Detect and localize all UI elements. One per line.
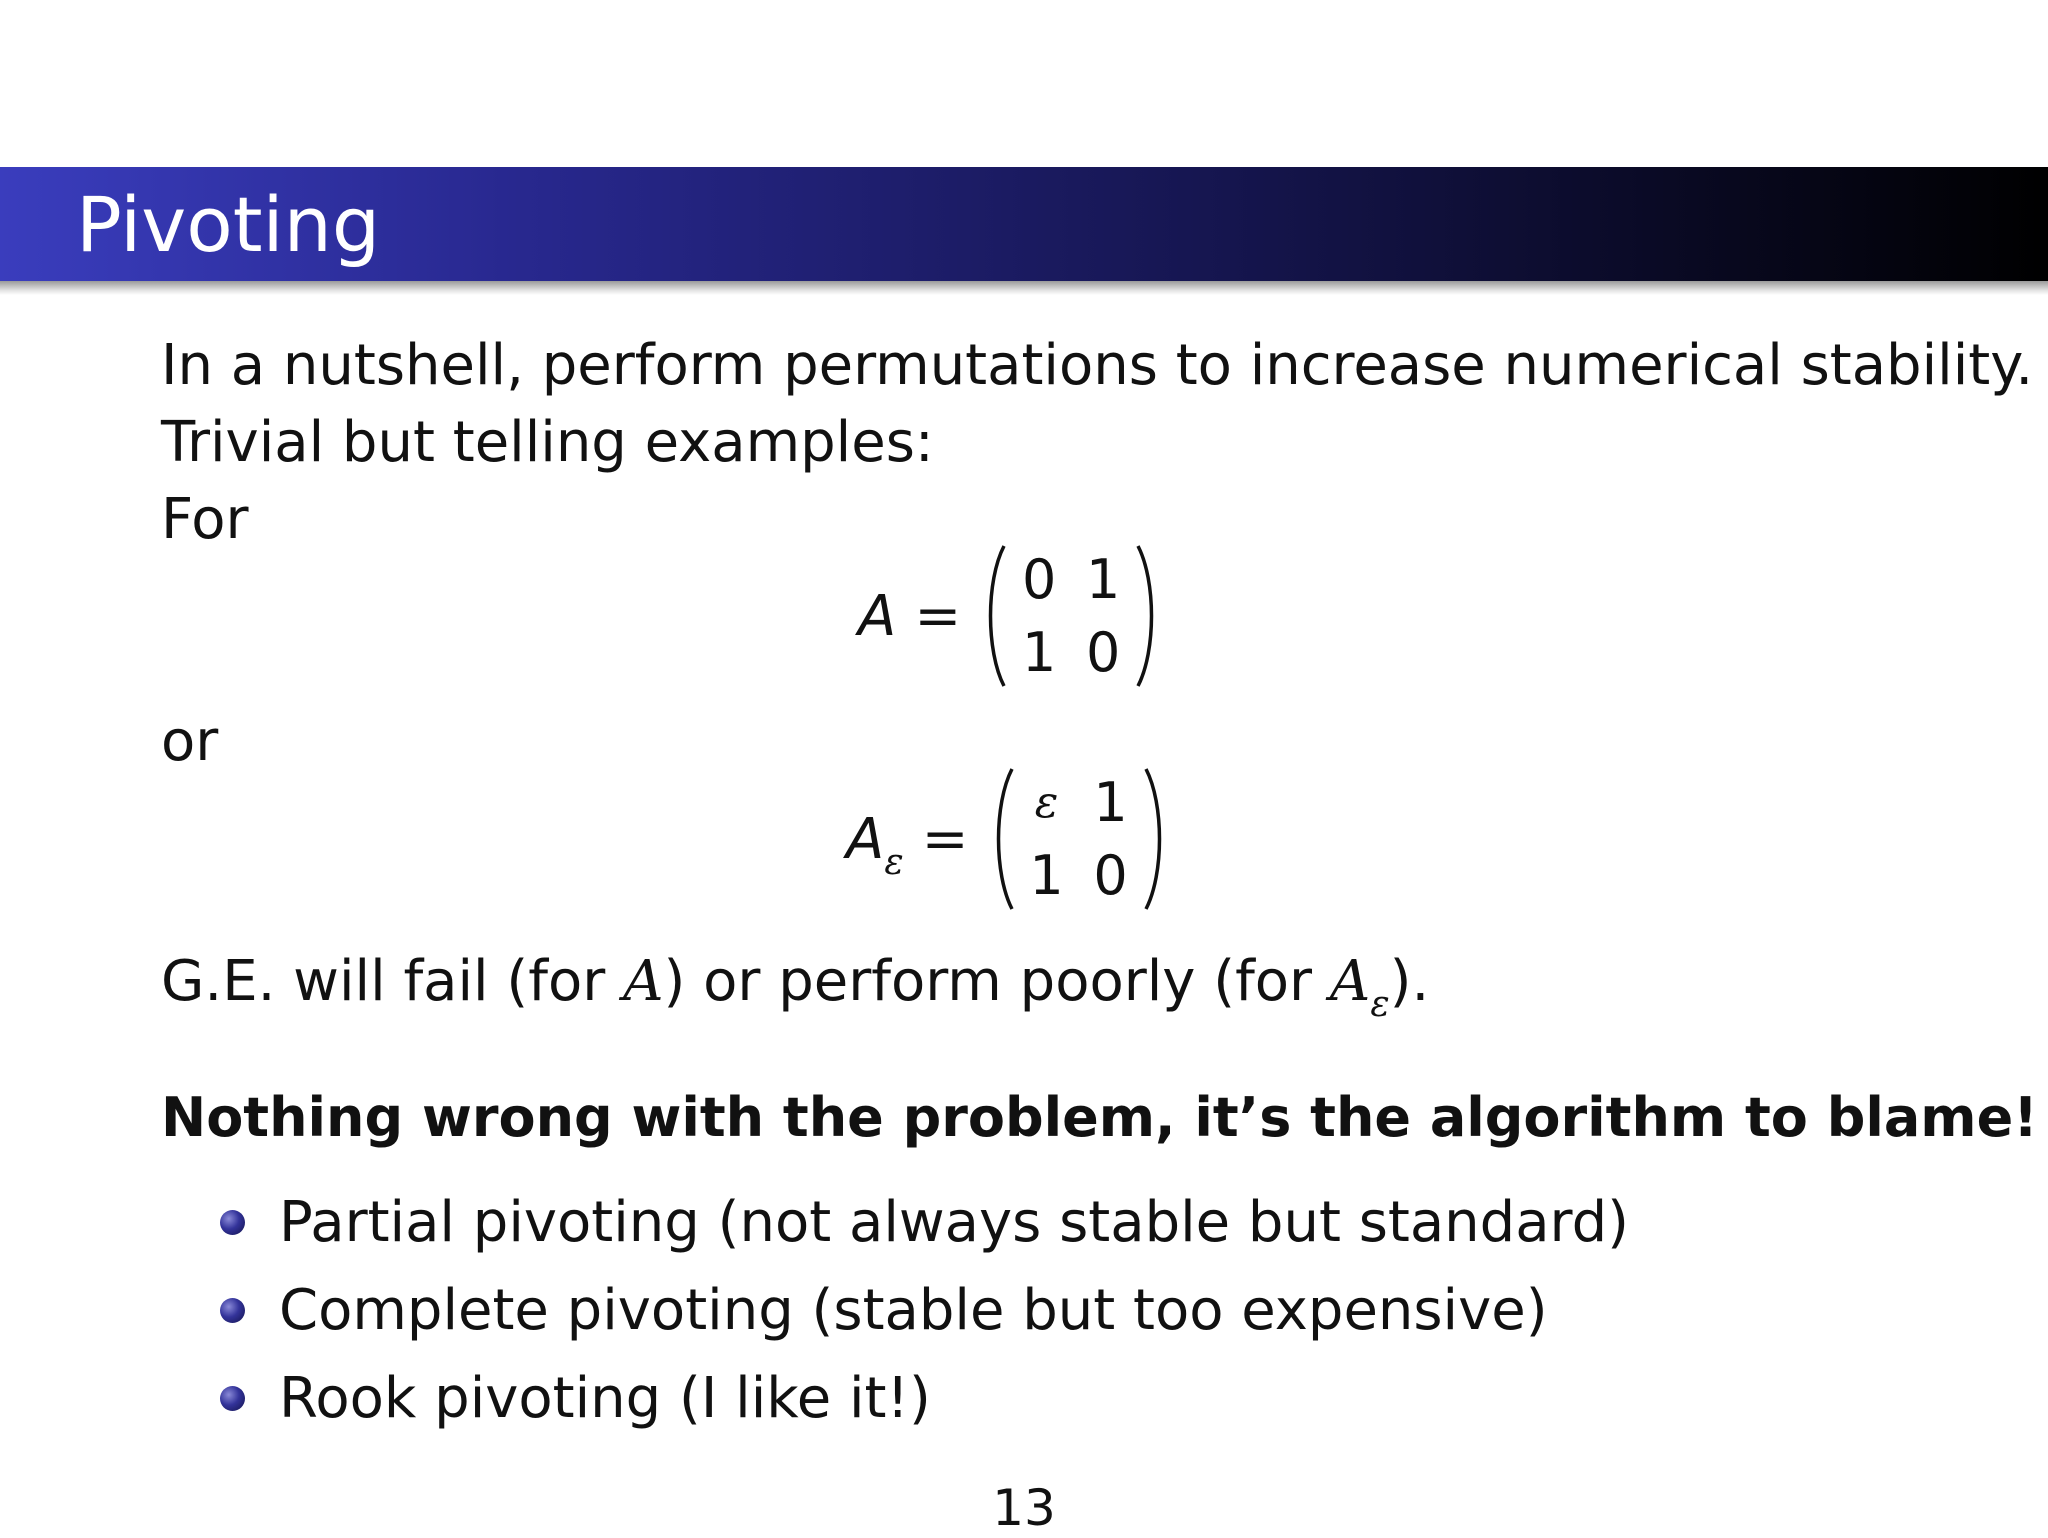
left-paren (991, 766, 1015, 912)
list-item (220, 1354, 1629, 1442)
matrix-a-grid (1007, 543, 1135, 689)
matrix-a-eps-lhs-letter: A (846, 806, 885, 872)
matrix-a-cell: 1 (1086, 548, 1121, 611)
matrix-a-eps-lhs-sub: ε (884, 841, 904, 883)
ge-sentence-sub: ε (1370, 984, 1390, 1025)
ge-sentence-part1: G.E. will fail (for (161, 949, 624, 1014)
matrix-a-cell: 0 (1086, 621, 1121, 684)
ge-sentence-part2: ) or perform poorly (for (663, 949, 1330, 1014)
ge-sentence-part3: ). (1389, 949, 1430, 1014)
list-item-text: Complete pivoting (stable but too expensive) (279, 1277, 1548, 1343)
left-paren (983, 543, 1007, 689)
matrix-a-cell: 0 (1022, 548, 1057, 611)
for-label: For (161, 487, 249, 552)
intro-line-2: Trivial but telling examples: (161, 410, 934, 475)
matrix-a-equation (858, 543, 1159, 689)
ge-sentence-var-a2: A (1329, 949, 1371, 1014)
bullet-list (220, 1178, 1629, 1442)
matrix-a-eps-cell: 1 (1029, 844, 1064, 907)
matrix-a-eps-cell: ε (1034, 777, 1059, 828)
ge-sentence (161, 946, 1429, 1025)
slide-title: Pivoting (76, 180, 381, 269)
matrix-a-eps-equals: = (921, 806, 969, 872)
list-item (220, 1178, 1629, 1266)
emphasis-statement: Nothing wrong with the problem, it’s the algorithm to blame! (161, 1086, 2038, 1149)
list-item-text: Rook pivoting (I like it!) (279, 1365, 931, 1431)
matrix-a-eps-lhs (846, 806, 904, 883)
list-item-text: Partial pivoting (not always stable but standard) (279, 1189, 1629, 1255)
bullet-dot-icon (220, 1298, 245, 1323)
matrix-a-eps-equation (846, 766, 1167, 912)
page-number: 13 (992, 1479, 1056, 1537)
matrix-a-eps-cell: 0 (1093, 844, 1128, 907)
matrix-a-eps-cell: 1 (1093, 771, 1128, 834)
matrix-a-cell: 1 (1022, 621, 1057, 684)
right-paren (1143, 766, 1167, 912)
right-paren (1135, 543, 1159, 689)
list-item (220, 1266, 1629, 1354)
matrix-a-eps-grid (1015, 766, 1143, 912)
title-bar-shadow (0, 281, 2048, 295)
bullet-dot-icon (220, 1386, 245, 1411)
matrix-a-lhs: A (858, 583, 897, 649)
or-label: or (161, 709, 219, 774)
bullet-dot-icon (220, 1210, 245, 1235)
intro-line-1: In a nutshell, perform permutations to increase numerical stability. (161, 333, 2034, 398)
ge-sentence-var-a: A (623, 949, 664, 1014)
matrix-a-equals: = (914, 583, 962, 649)
